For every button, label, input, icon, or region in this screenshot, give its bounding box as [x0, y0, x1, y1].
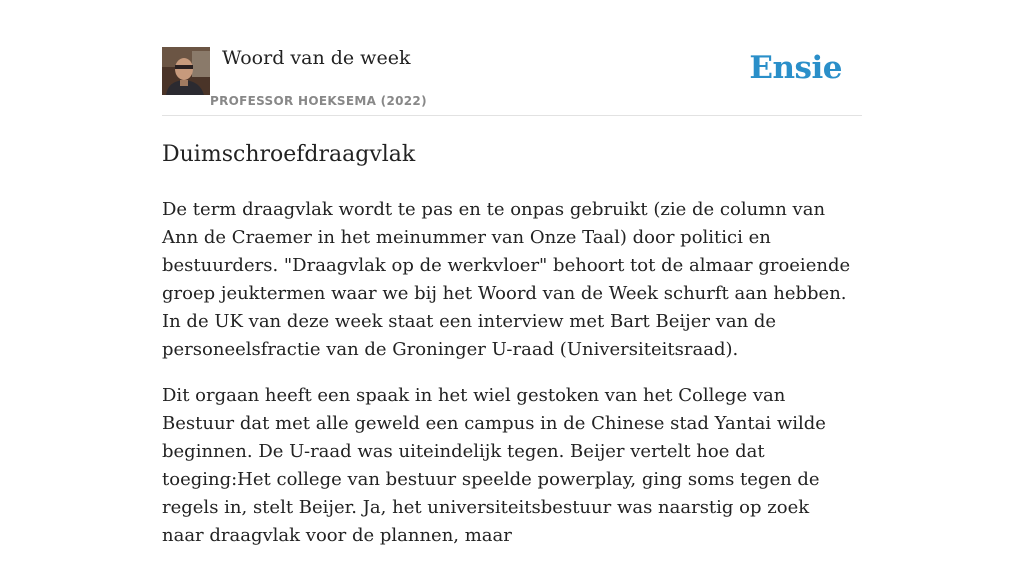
author-label[interactable]: PROFESSOR HOEKSEMA (2022) — [210, 94, 427, 108]
avatar[interactable] — [162, 47, 210, 95]
brand-logo[interactable]: Ensie — [749, 50, 842, 86]
article-header — [162, 46, 862, 116]
article-paragraph: De term draagvlak wordt te pas en te onpas gebruikt (zie de column van Ann de Craemer in het meinummer van Onze Taal) door politici en bestuurders. "Draagvlak op de werkvloer" behoort tot de almaar groeiende groep jeuktermen waar we bij het Woord van de Week schurft aan hebben. In de UK van deze week staat een interview met Bart Beijer van de personeelsfractie van de Groninger U-raad (Universiteitsraad). — [162, 199, 851, 360]
article-paragraph: Dit orgaan heeft een spaak in het wiel gestoken van het College van Bestuur dat met alle geweld een campus in de Chinese stad Yantai wilde beginnen. De U-raad was uiteindelijk tegen. Beijer vertelt hoe dat toeging:Het college van bestuur speelde powerplay, ging soms tegen de regels in, stelt Beijer. Ja, het universiteitsbestuur was naarstig op zoek naar draagvlak voor de plannen, maar — [162, 385, 826, 546]
avatar-image — [162, 47, 210, 95]
series-title[interactable]: Woord van de week — [222, 47, 411, 69]
article-title: Duimschroefdraagvlak — [162, 142, 416, 167]
article-content — [162, 140, 862, 568]
